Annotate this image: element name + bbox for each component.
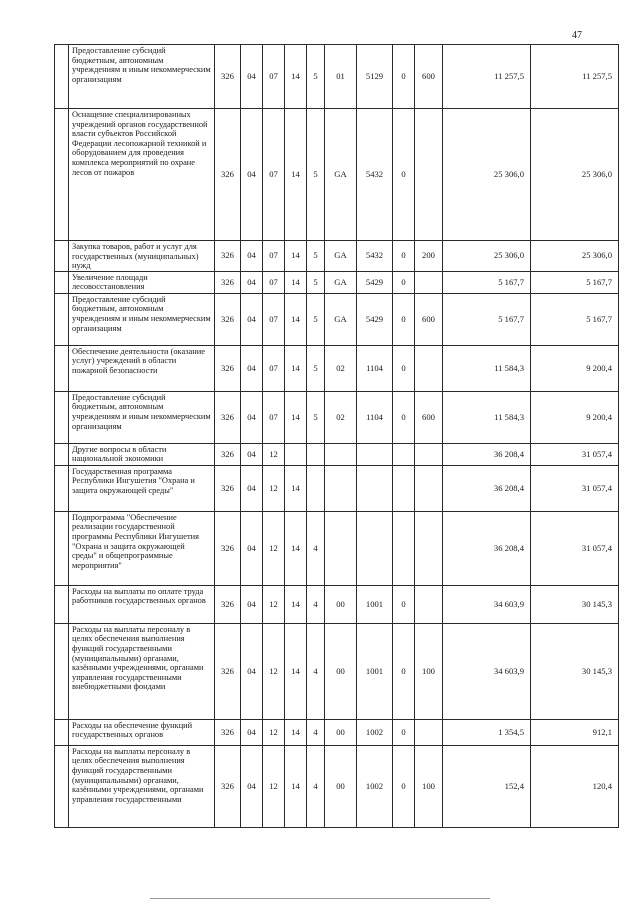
table-row: [55, 345, 619, 391]
row-index-cell: [55, 443, 69, 465]
code-cell-c3: 12: [263, 511, 285, 585]
code-cell-c6: GA: [325, 293, 357, 345]
code-cell-c1: 326: [215, 241, 241, 272]
item-name-cell: Увеличение площади лесовосстановления: [69, 271, 215, 293]
item-name-cell: Обеспечение деятельности (оказание услуг) учреждений в области пожарной безопасности: [69, 345, 215, 391]
code-cell-c8: 0: [393, 719, 415, 745]
code-cell-c5: 4: [307, 719, 325, 745]
code-cell-c2: 04: [241, 271, 263, 293]
code-cell-c8: 0: [393, 241, 415, 272]
amount-cell-v2: 9 200,4: [531, 345, 619, 391]
amount-cell-v1: 152,4: [443, 745, 531, 827]
amount-cell-v1: 25 306,0: [443, 109, 531, 241]
item-name-cell: Подпрограмма "Обеспечение реализации государственной программы Республики Ингушетия "Охрана и защита окружающей среды" и общепрограммные мероприятия": [69, 511, 215, 585]
code-cell-c6: 00: [325, 719, 357, 745]
code-cell-c5: 5: [307, 391, 325, 443]
code-cell-c4: 14: [285, 391, 307, 443]
code-cell-c3: 07: [263, 271, 285, 293]
code-cell-c2: 04: [241, 443, 263, 465]
code-cell-c2: 04: [241, 293, 263, 345]
code-cell-c2: 04: [241, 391, 263, 443]
code-cell-c4: 14: [285, 585, 307, 623]
code-cell-c8: [393, 511, 415, 585]
item-name-cell: Расходы на выплаты по оплате труда работников государственных органов: [69, 585, 215, 623]
amount-cell-v1: 36 208,4: [443, 465, 531, 511]
scan-artifact-line: [150, 898, 490, 899]
amount-cell-v1: 11 584,3: [443, 345, 531, 391]
code-cell-c1: 326: [215, 443, 241, 465]
amount-cell-v1: 34 603,9: [443, 623, 531, 719]
table-row: [55, 719, 619, 745]
item-name-cell: Другие вопросы в области национальной экономики: [69, 443, 215, 465]
code-cell-c9: [415, 109, 443, 241]
code-cell-c1: 326: [215, 465, 241, 511]
code-cell-c6: GA: [325, 109, 357, 241]
amount-cell-v1: 5 167,7: [443, 293, 531, 345]
amount-cell-v1: 34 603,9: [443, 585, 531, 623]
code-cell-c6: 01: [325, 45, 357, 109]
code-cell-c7: 1002: [357, 745, 393, 827]
code-cell-c1: 326: [215, 45, 241, 109]
code-cell-c5: 5: [307, 293, 325, 345]
code-cell-c9: [415, 719, 443, 745]
row-index-cell: [55, 271, 69, 293]
code-cell-c4: [285, 443, 307, 465]
code-cell-c3: 07: [263, 293, 285, 345]
table-row: [55, 511, 619, 585]
code-cell-c6: 02: [325, 345, 357, 391]
amount-cell-v2: 9 200,4: [531, 391, 619, 443]
code-cell-c9: 600: [415, 293, 443, 345]
item-name-cell: Государственная программа Республики Ингушетия "Охрана и защита окружающей среды": [69, 465, 215, 511]
row-index-cell: [55, 293, 69, 345]
code-cell-c5: 4: [307, 623, 325, 719]
code-cell-c6: 00: [325, 585, 357, 623]
row-index-cell: [55, 745, 69, 827]
code-cell-c3: 12: [263, 585, 285, 623]
row-index-cell: [55, 465, 69, 511]
code-cell-c2: 04: [241, 345, 263, 391]
code-cell-c5: [307, 443, 325, 465]
code-cell-c3: 12: [263, 623, 285, 719]
row-index-cell: [55, 241, 69, 272]
code-cell-c4: 14: [285, 745, 307, 827]
table-row: [55, 745, 619, 827]
code-cell-c2: 04: [241, 745, 263, 827]
amount-cell-v1: 36 208,4: [443, 443, 531, 465]
code-cell-c5: 4: [307, 585, 325, 623]
page-number: 47: [572, 30, 582, 41]
row-index-cell: [55, 345, 69, 391]
item-name-cell: Расходы на выплаты персоналу в целях обеспечения выполнения функций государственными (муниципальными) органами, казёнными учреждениями, органами управления государственными внебюджетными фондами: [69, 623, 215, 719]
item-name-cell: Предоставление субсидий бюджетным, автономным учреждениям и иным некоммерческим организациям: [69, 391, 215, 443]
code-cell-c3: 07: [263, 45, 285, 109]
amount-cell-v2: 11 257,5: [531, 45, 619, 109]
amount-cell-v1: 11 257,5: [443, 45, 531, 109]
code-cell-c5: 5: [307, 109, 325, 241]
code-cell-c3: 07: [263, 241, 285, 272]
amount-cell-v2: 31 057,4: [531, 443, 619, 465]
code-cell-c7: 1001: [357, 585, 393, 623]
code-cell-c1: 326: [215, 511, 241, 585]
code-cell-c1: 326: [215, 109, 241, 241]
code-cell-c3: 12: [263, 719, 285, 745]
code-cell-c5: 5: [307, 271, 325, 293]
amount-cell-v2: 5 167,7: [531, 293, 619, 345]
item-name-cell: Закупка товаров, работ и услуг для государственных (муниципальных) нужд: [69, 241, 215, 272]
code-cell-c8: 0: [393, 345, 415, 391]
row-index-cell: [55, 719, 69, 745]
code-cell-c9: 100: [415, 745, 443, 827]
amount-cell-v2: 30 145,3: [531, 585, 619, 623]
amount-cell-v1: 5 167,7: [443, 271, 531, 293]
code-cell-c4: 14: [285, 45, 307, 109]
amount-cell-v2: 31 057,4: [531, 465, 619, 511]
code-cell-c8: 0: [393, 271, 415, 293]
row-index-cell: [55, 391, 69, 443]
table-row: [55, 241, 619, 272]
code-cell-c8: 0: [393, 623, 415, 719]
code-cell-c9: [415, 345, 443, 391]
code-cell-c8: 0: [393, 745, 415, 827]
table-row: [55, 271, 619, 293]
code-cell-c8: 0: [393, 45, 415, 109]
code-cell-c9: 600: [415, 391, 443, 443]
code-cell-c4: 14: [285, 511, 307, 585]
code-cell-c2: 04: [241, 109, 263, 241]
code-cell-c3: 07: [263, 345, 285, 391]
code-cell-c6: [325, 443, 357, 465]
code-cell-c2: 04: [241, 511, 263, 585]
code-cell-c4: 14: [285, 623, 307, 719]
amount-cell-v1: 1 354,5: [443, 719, 531, 745]
code-cell-c4: 14: [285, 271, 307, 293]
table-row: [55, 109, 619, 241]
amount-cell-v2: 31 057,4: [531, 511, 619, 585]
amount-cell-v2: 30 145,3: [531, 623, 619, 719]
code-cell-c3: 12: [263, 745, 285, 827]
code-cell-c7: 5129: [357, 45, 393, 109]
code-cell-c9: [415, 465, 443, 511]
table-row: [55, 623, 619, 719]
code-cell-c1: 326: [215, 745, 241, 827]
code-cell-c7: 5432: [357, 109, 393, 241]
amount-cell-v1: 36 208,4: [443, 511, 531, 585]
amount-cell-v1: 25 306,0: [443, 241, 531, 272]
code-cell-c9: [415, 585, 443, 623]
code-cell-c5: 5: [307, 345, 325, 391]
code-cell-c1: 326: [215, 623, 241, 719]
code-cell-c4: 14: [285, 719, 307, 745]
amount-cell-v2: 120,4: [531, 745, 619, 827]
code-cell-c7: 5432: [357, 241, 393, 272]
code-cell-c4: 14: [285, 241, 307, 272]
table-row: [55, 391, 619, 443]
code-cell-c9: [415, 443, 443, 465]
code-cell-c5: 4: [307, 511, 325, 585]
code-cell-c9: [415, 511, 443, 585]
table-row: [55, 585, 619, 623]
code-cell-c4: 14: [285, 345, 307, 391]
code-cell-c4: 14: [285, 465, 307, 511]
code-cell-c8: [393, 443, 415, 465]
code-cell-c8: [393, 465, 415, 511]
row-index-cell: [55, 511, 69, 585]
row-index-cell: [55, 623, 69, 719]
code-cell-c2: 04: [241, 465, 263, 511]
code-cell-c5: 4: [307, 745, 325, 827]
amount-cell-v1: 11 584,3: [443, 391, 531, 443]
table-row: [55, 465, 619, 511]
code-cell-c8: 0: [393, 585, 415, 623]
code-cell-c5: [307, 465, 325, 511]
code-cell-c7: 1001: [357, 623, 393, 719]
code-cell-c2: 04: [241, 585, 263, 623]
item-name-cell: Оснащение специализированных учреждений органов государственной власти субъектов Российской Федерации лесопожарной техникой и оборудованием для проведения комплекса мероприятий по охране лесов от пожаров: [69, 109, 215, 241]
table-row: [55, 293, 619, 345]
code-cell-c8: 0: [393, 109, 415, 241]
code-cell-c1: 326: [215, 391, 241, 443]
item-name-cell: Расходы на обеспечение функций государственных органов: [69, 719, 215, 745]
code-cell-c6: 00: [325, 623, 357, 719]
code-cell-c3: 12: [263, 443, 285, 465]
amount-cell-v2: 25 306,0: [531, 241, 619, 272]
code-cell-c6: [325, 511, 357, 585]
code-cell-c7: 1104: [357, 391, 393, 443]
code-cell-c6: [325, 465, 357, 511]
code-cell-c5: 5: [307, 241, 325, 272]
row-index-cell: [55, 45, 69, 109]
code-cell-c6: GA: [325, 271, 357, 293]
code-cell-c7: [357, 443, 393, 465]
code-cell-c9: [415, 271, 443, 293]
row-index-cell: [55, 109, 69, 241]
code-cell-c8: 0: [393, 391, 415, 443]
code-cell-c2: 04: [241, 623, 263, 719]
code-cell-c1: 326: [215, 719, 241, 745]
code-cell-c6: GA: [325, 241, 357, 272]
amount-cell-v2: 912,1: [531, 719, 619, 745]
code-cell-c3: 07: [263, 109, 285, 241]
code-cell-c5: 5: [307, 45, 325, 109]
code-cell-c8: 0: [393, 293, 415, 345]
code-cell-c2: 04: [241, 241, 263, 272]
code-cell-c6: 02: [325, 391, 357, 443]
code-cell-c7: [357, 465, 393, 511]
table-row: [55, 45, 619, 109]
item-name-cell: Расходы на выплаты персоналу в целях обеспечения выполнения функций государственными (муниципальными) органами, казёнными учреждениями, органами управления государственными: [69, 745, 215, 827]
code-cell-c1: 326: [215, 293, 241, 345]
amount-cell-v2: 25 306,0: [531, 109, 619, 241]
code-cell-c1: 326: [215, 585, 241, 623]
code-cell-c7: [357, 511, 393, 585]
item-name-cell: Предоставление субсидий бюджетным, автономным учреждениям и иным некоммерческим организациям: [69, 45, 215, 109]
code-cell-c7: 5429: [357, 271, 393, 293]
code-cell-c9: 600: [415, 45, 443, 109]
code-cell-c2: 04: [241, 719, 263, 745]
code-cell-c2: 04: [241, 45, 263, 109]
code-cell-c9: 200: [415, 241, 443, 272]
code-cell-c9: 100: [415, 623, 443, 719]
code-cell-c1: 326: [215, 345, 241, 391]
row-index-cell: [55, 585, 69, 623]
budget-table: [54, 44, 619, 828]
code-cell-c6: 00: [325, 745, 357, 827]
item-name-cell: Предоставление субсидий бюджетным, автономным учреждениям и иным некоммерческим организациям: [69, 293, 215, 345]
code-cell-c4: 14: [285, 109, 307, 241]
code-cell-c7: 1002: [357, 719, 393, 745]
code-cell-c7: 5429: [357, 293, 393, 345]
table-row: [55, 443, 619, 465]
code-cell-c3: 12: [263, 465, 285, 511]
code-cell-c3: 07: [263, 391, 285, 443]
amount-cell-v2: 5 167,7: [531, 271, 619, 293]
code-cell-c4: 14: [285, 293, 307, 345]
code-cell-c1: 326: [215, 271, 241, 293]
code-cell-c7: 1104: [357, 345, 393, 391]
